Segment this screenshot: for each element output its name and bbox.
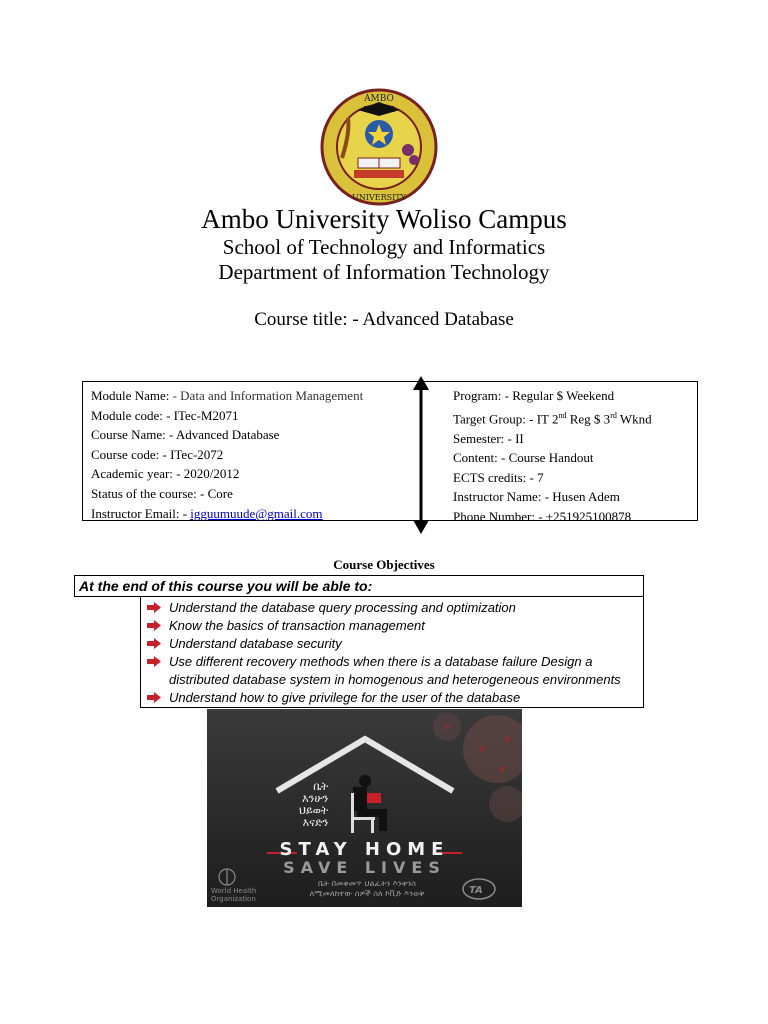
info-value: - 2020/2012 [172, 466, 240, 482]
save-lives-text: SAVE LIVES [283, 858, 446, 877]
info-value: - Advanced Database [165, 427, 280, 443]
info-label: Module Name: [91, 388, 170, 403]
info-value: - Husen Adem [541, 489, 620, 505]
university-name: Ambo University Woliso Campus [201, 204, 567, 234]
objectives-intro-text: At the end of this course you will be able to: [79, 578, 373, 594]
info-value: - Regular $ Weekend [501, 388, 615, 403]
objectives-intro [74, 575, 644, 597]
list-item [145, 689, 621, 707]
info-row-instructor-name [453, 487, 652, 507]
objective-text: Understand the database query processing and optimization [169, 600, 516, 615]
list-item-continuation [145, 671, 621, 689]
info-value: - IT 2 [525, 410, 559, 426]
poster-subtext-line: ቤት በመቀመጥ ህልፈትን እንቀንስ [318, 879, 416, 888]
amharic-slogan [299, 781, 328, 829]
red-arrow-bullet-icon [147, 638, 161, 649]
objective-text: Use different recovery methods when there is a database failure Design a [169, 654, 593, 669]
info-row-ects [453, 468, 652, 488]
course-info-box [82, 381, 698, 524]
info-row-content [453, 448, 652, 468]
objectives-list-box [140, 596, 644, 708]
objective-text: distributed database system in homogenous and heterogeneous environments [169, 672, 621, 687]
info-label: Target Group: [453, 410, 526, 426]
list-item [145, 635, 621, 653]
info-label: Instructor Name: [453, 489, 542, 505]
info-row-program [453, 386, 652, 406]
instructor-email-link[interactable]: igguumuude@gmail.com [190, 505, 323, 521]
red-arrow-bullet-icon [147, 656, 161, 667]
stay-home-poster [207, 709, 522, 907]
amharic-line: ህይወት [299, 804, 329, 817]
info-row-module-name [91, 386, 363, 406]
info-row-email [91, 504, 363, 524]
objective-text: Understand database security [169, 636, 342, 651]
poster-subtext [277, 879, 457, 899]
info-label: Academic year: [91, 466, 173, 482]
info-label: Instructor Email: - [91, 505, 188, 521]
poster-subtext-line: ለሚመለከተው ሰዎች ስለ ኮቪድ እንወቅ [309, 889, 425, 898]
info-row-target-group [453, 406, 652, 429]
objective-text: Understand how to give privilege for the user of the database [169, 690, 521, 705]
info-label: Course Name: [91, 427, 166, 443]
department-name: Department of Information Technology [218, 260, 550, 284]
info-value: - II [504, 430, 524, 446]
who-label-line: Organization [211, 895, 256, 903]
amharic-line: እናድን [302, 816, 329, 829]
poster-graphics [207, 709, 522, 907]
info-label: Course code: [91, 446, 160, 462]
info-row-phone [453, 507, 652, 527]
course-title: Course title: - Advanced Database [254, 309, 514, 330]
objectives-list [145, 599, 621, 707]
list-item [145, 653, 621, 671]
amharic-line: ቤት [313, 780, 329, 793]
info-label: Program: [453, 388, 502, 403]
info-row-semester [453, 429, 652, 449]
logo-text-bottom: UNIVERSITY [352, 193, 406, 202]
logo-text-top: AMBO [364, 94, 394, 104]
red-arrow-bullet-icon [147, 620, 161, 631]
objective-text: Know the basics of transaction management [169, 618, 425, 633]
double-arrow-icon [411, 376, 431, 534]
info-value: - Core [196, 485, 233, 501]
list-item [145, 617, 621, 635]
list-item [145, 599, 621, 617]
info-value: Reg $ 3 [566, 410, 611, 426]
stay-home-text: STAY HOME [279, 839, 450, 860]
info-value: - ITec-2072 [159, 446, 224, 462]
person-on-chair-icon [351, 775, 387, 833]
info-label: Status of the course: [91, 485, 197, 501]
info-value: - +251925100878 [534, 508, 632, 524]
info-label: Semester: [453, 430, 505, 446]
who-label [211, 887, 256, 903]
info-row-academic-year [91, 464, 363, 484]
ta-logo-text: TA [469, 885, 483, 896]
info-row-course-name [91, 425, 363, 445]
info-label: Phone Number: [453, 508, 535, 524]
amharic-line: እንሁን [302, 792, 329, 805]
info-value: Wknd [616, 410, 652, 426]
info-value: - 7 [526, 469, 544, 485]
red-arrow-bullet-icon [147, 602, 161, 613]
superscript: nd [558, 410, 567, 420]
info-label: ECTS credits: [453, 469, 527, 485]
info-value: - Data and Information Management [169, 388, 364, 403]
objectives-heading: Course Objectives [333, 557, 435, 572]
who-label-line: World Health [211, 887, 257, 895]
info-row-status [91, 484, 363, 504]
info-value: - Course Handout [497, 450, 594, 466]
info-label: Content: [453, 450, 498, 466]
virus-icon [433, 713, 522, 822]
red-arrow-bullet-icon [147, 692, 161, 703]
info-row-module-code [91, 406, 363, 426]
info-value: - ITec-M2071 [162, 407, 239, 423]
info-right-column [453, 386, 652, 526]
superscript: rd [610, 410, 617, 420]
info-row-course-code [91, 445, 363, 465]
info-left-column [91, 386, 363, 523]
university-logo [320, 88, 438, 206]
school-name: School of Technology and Informatics [222, 235, 546, 259]
info-label: Module code: [91, 407, 163, 423]
